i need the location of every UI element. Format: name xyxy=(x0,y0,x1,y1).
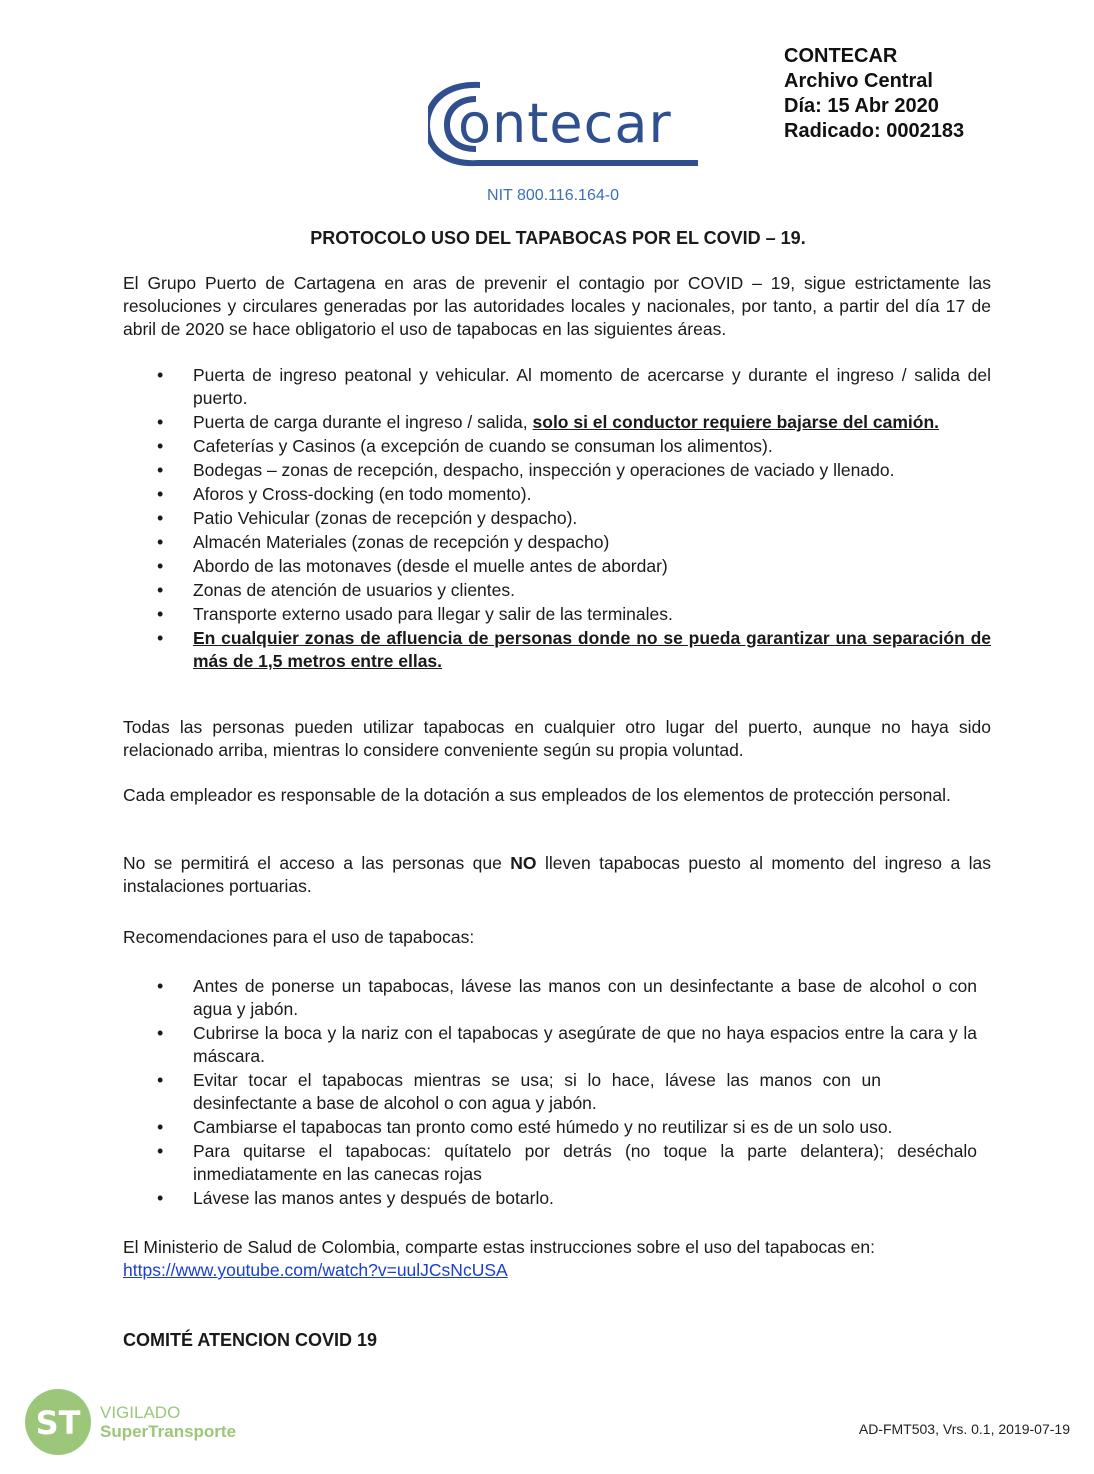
list-item: • Zonas de atención de usuarios y clientes. xyxy=(123,579,991,602)
list-item xyxy=(123,627,991,673)
list-item: • Evitar tocar el tapabocas mientras se usa; si lo hace, lávese las manos con un desinfectante a base de alcohol o con agua y jabón. xyxy=(123,1069,991,1115)
list-item-emphasis: En cualquier zonas de afluencia de personas donde no se pueda garantizar una separación de más de 1,5 metros entre ellas. xyxy=(193,628,991,671)
nit-number: NIT 800.116.164-0 xyxy=(487,187,619,204)
committee-signature: COMITÉ ATENCION COVID 19 xyxy=(123,1330,378,1350)
access-paragraph xyxy=(123,852,991,898)
vigilado-text xyxy=(100,1403,236,1441)
list-item-text: Puerta de carga durante el ingreso / salida, xyxy=(193,412,533,432)
list-item: • Aforos y Cross-docking (en todo momento). xyxy=(123,483,991,506)
list-item: • Para quitarse el tapabocas: quítatelo por detrás (no toque la parte delantera); deséchalo inmediatamente en las canecas rojas xyxy=(123,1140,991,1186)
contecar-logo xyxy=(428,80,703,170)
vigilado-label: VIGILADO xyxy=(100,1403,181,1422)
list-item xyxy=(123,411,991,434)
youtube-link[interactable]: https://www.youtube.com/watch?v=uulJCsNcUSA xyxy=(123,1260,508,1280)
list-item: • Abordo de las motonaves (desde el muelle antes de abordar) xyxy=(123,555,991,578)
ministry-text: El Ministerio de Salud de Colombia, comparte estas instrucciones sobre el uso del tapabocas en: xyxy=(123,1237,875,1257)
list-item: • Lávese las manos antes y después de botarlo. xyxy=(123,1187,991,1210)
stamp-archive: Archivo Central xyxy=(784,70,933,92)
recommendations-heading: Recomendaciones para el uso de tapabocas: xyxy=(123,927,475,947)
stamp-radicado: Radicado: 0002183 xyxy=(784,120,965,142)
list-item: • Cafeterías y Casinos (a excepción de cuando se consuman los alimentos). xyxy=(123,435,991,458)
access-emphasis: NO xyxy=(510,853,537,873)
document-title: PROTOCOLO USO DEL TAPABOCAS POR EL COVID – 19. xyxy=(310,228,806,248)
logo-text: ontecar xyxy=(458,92,672,155)
recommendations-list xyxy=(123,975,991,1211)
list-item-emphasis: solo si el conductor requiere bajarse del camión. xyxy=(532,412,940,432)
list-item: • Puerta de ingreso peatonal y vehicular. Al momento de acercarse y durante el ingreso / salida del puerto. xyxy=(123,364,991,410)
archive-stamp xyxy=(784,44,964,144)
list-item: • Transporte externo usado para llegar y salir de las terminales. xyxy=(123,603,991,626)
list-item: • Bodegas – zonas de recepción, despacho, inspección y operaciones de vaciado y llenado. xyxy=(123,459,991,482)
list-item: • Antes de ponerse un tapabocas, lávese las manos con un desinfectante a base de alcohol o con agua y jabón. xyxy=(123,975,991,1021)
ministry-paragraph xyxy=(123,1236,991,1282)
supertransporte-label: SuperTransporte xyxy=(100,1422,237,1441)
list-item: • Almacén Materiales (zonas de recepción y despacho) xyxy=(123,531,991,554)
access-text: No se permitirá el acceso a las personas que xyxy=(123,853,511,873)
access-text-end: lleven tapabocas puesto al momento del ingreso a las instalaciones portuarias. xyxy=(123,853,991,896)
list-item: • Cubrirse la boca y la nariz con el tapabocas y asegúrate de que no haya espacios entre la cara y la máscara. xyxy=(123,1022,991,1068)
vigilado-badge-letters: ST xyxy=(35,1404,81,1442)
list-item: • Patio Vehicular (zonas de recepción y despacho). xyxy=(123,507,991,530)
all-people-paragraph: Todas las personas pueden utilizar tapabocas en cualquier otro lugar del puerto, aunque no haya sido relacionado arriba, mientras lo considere conveniente según su propia voluntad. xyxy=(123,717,991,760)
form-code: AD-FMT503, Vrs. 0.1, 2019-07-19 xyxy=(858,1421,1070,1437)
employer-paragraph: Cada empleador es responsable de la dotación a sus empleados de los elementos de protección personal. xyxy=(123,785,951,805)
intro-paragraph: El Grupo Puerto de Cartagena en aras de prevenir el contagio por COVID – 19, sigue estrictamente las resoluciones y circulares generadas por las autoridades locales y nacionales, por tanto, a partir del día 17 de abril de 2020 se hace obligatorio el uso de tapabocas en las siguientes áreas. xyxy=(123,273,991,339)
stamp-company: CONTECAR xyxy=(784,45,898,67)
list-item: • Cambiarse el tapabocas tan pronto como esté húmedo y no reutilizar si es de un solo uso. xyxy=(123,1116,991,1139)
stamp-date: Día: 15 Abr 2020 xyxy=(784,95,939,117)
areas-list xyxy=(123,364,991,674)
